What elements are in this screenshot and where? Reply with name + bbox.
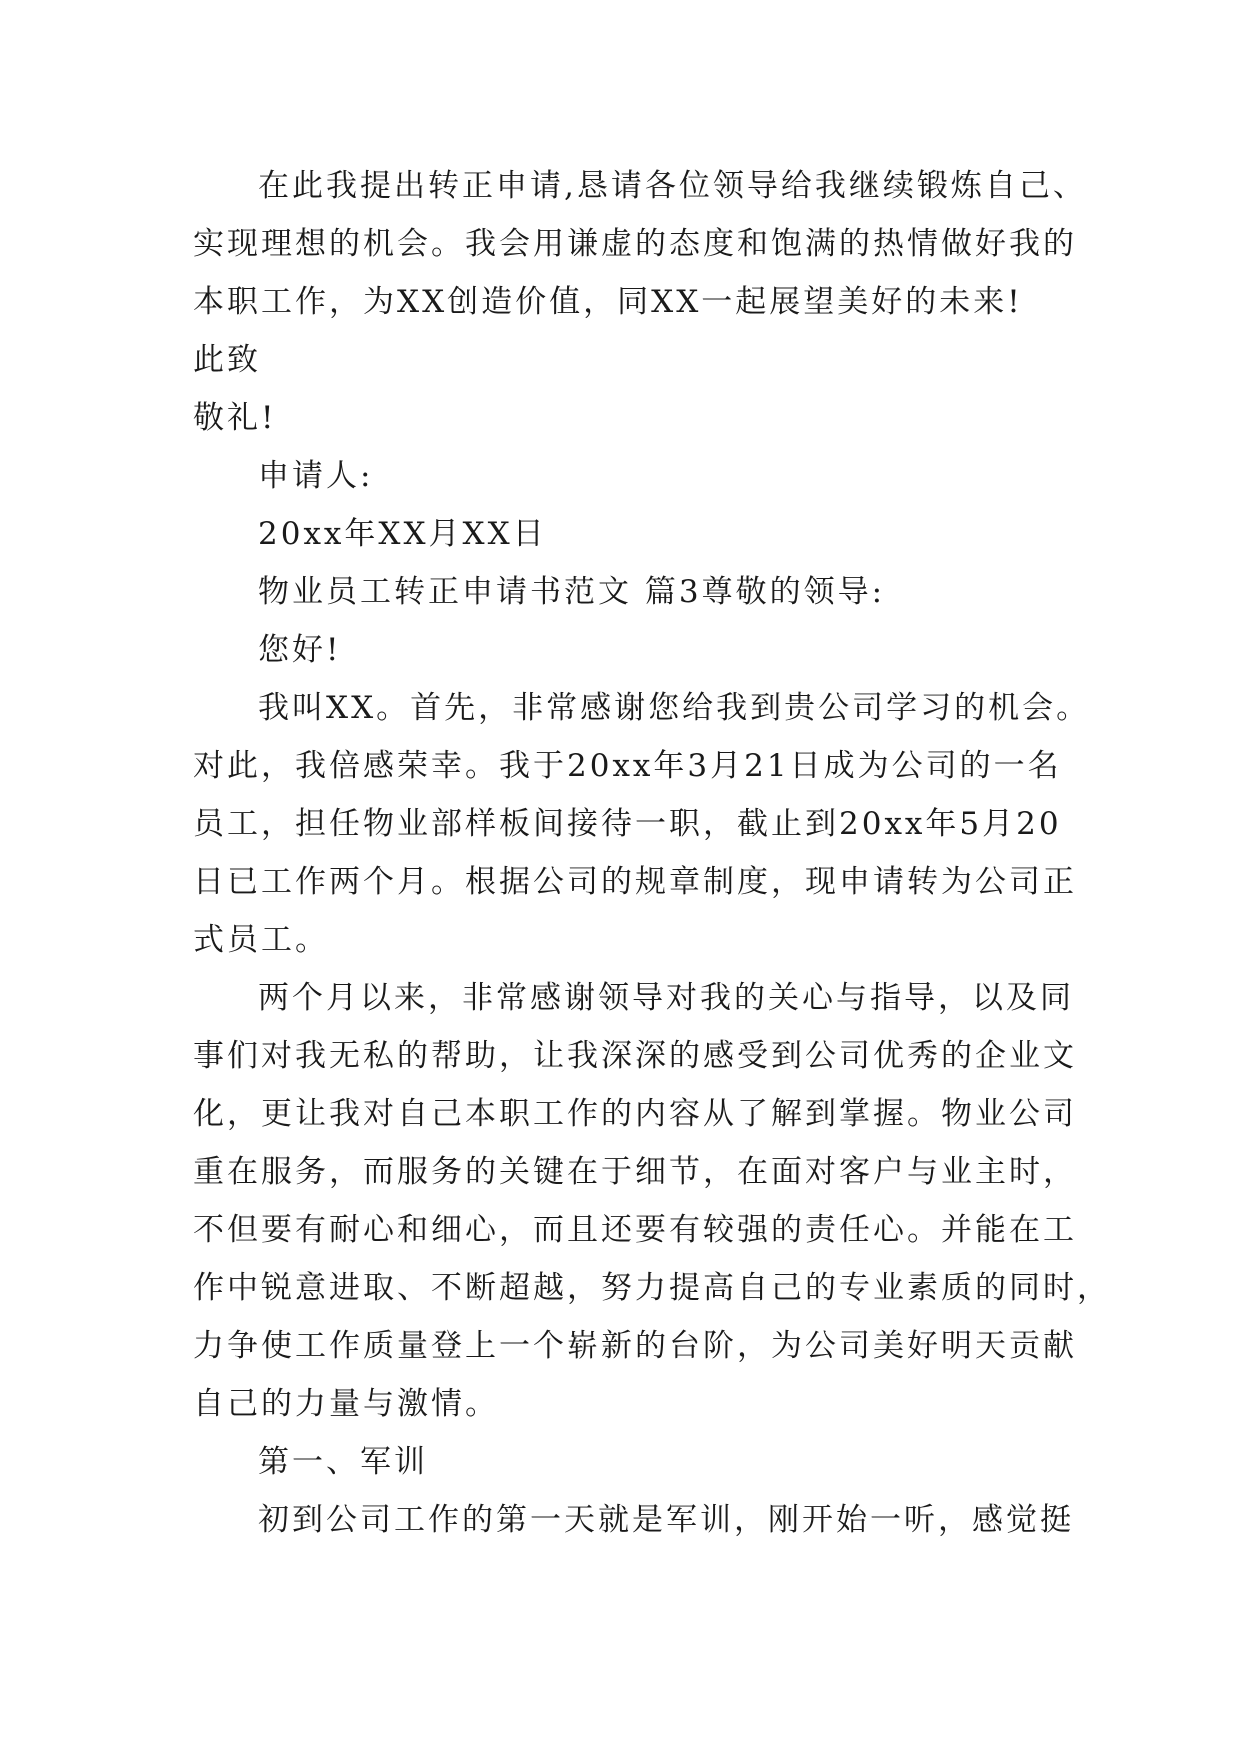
paragraph-line: 化，更让我对自己本职工作的内容从了解到掌握。物业公司 [193,1096,1077,1132]
paragraph-line: 自己的力量与激情。 [193,1386,499,1422]
date-line: 20xx年XX月XX日 [258,516,547,552]
closing-line: 此致 [193,342,261,378]
paragraph-line: 在此我提出转正申请,恳请各位领导给我继续锻炼自己、 [258,168,1087,204]
paragraph-line: 力争使工作质量登上一个崭新的台阶，为公司美好明天贡献 [193,1328,1077,1364]
paragraph-line: 本职工作，为XX创造价值，同XX一起展望美好的未来! [193,284,1023,320]
paragraph-line: 我叫XX。首先，非常感谢您给我到贵公司学习的机会。 [258,690,1091,726]
paragraph-line: 式员工。 [193,922,329,958]
subsection-heading: 第一、军训 [258,1444,428,1480]
greeting-line: 您好! [258,632,342,668]
paragraph-line: 员工，担任物业部样板间接待一职，截止到20xx年5月20 [193,806,1062,842]
paragraph-line: 日已工作两个月。根据公司的规章制度，现申请转为公司正 [193,864,1077,900]
paragraph-line: 事们对我无私的帮助，让我深深的感受到公司优秀的企业文 [193,1038,1077,1074]
paragraph-line: 重在服务，而服务的关键在于细节，在面对客户与业主时， [193,1154,1077,1190]
paragraph-line: 对此，我倍感荣幸。我于20xx年3月21日成为公司的一名 [193,748,1062,784]
paragraph-line: 不但要有耐心和细心，而且还要有较强的责任心。并能在工 [193,1212,1077,1248]
section-title: 物业员工转正申请书范文 篇3尊敬的领导: [258,574,886,610]
closing-salutation: 敬礼! [193,400,277,436]
paragraph-line: 初到公司工作的第一天就是军训，刚开始一听，感觉挺 [258,1502,1074,1538]
applicant-label: 申请人: [258,458,374,494]
paragraph-line: 实现理想的机会。我会用谦虚的态度和饱满的热情做好我的 [193,226,1077,262]
paragraph-line: 两个月以来，非常感谢领导对我的关心与指导，以及同 [258,980,1074,1016]
paragraph-line: 作中锐意进取、不断超越，努力提高自己的专业素质的同时， [193,1270,1111,1306]
